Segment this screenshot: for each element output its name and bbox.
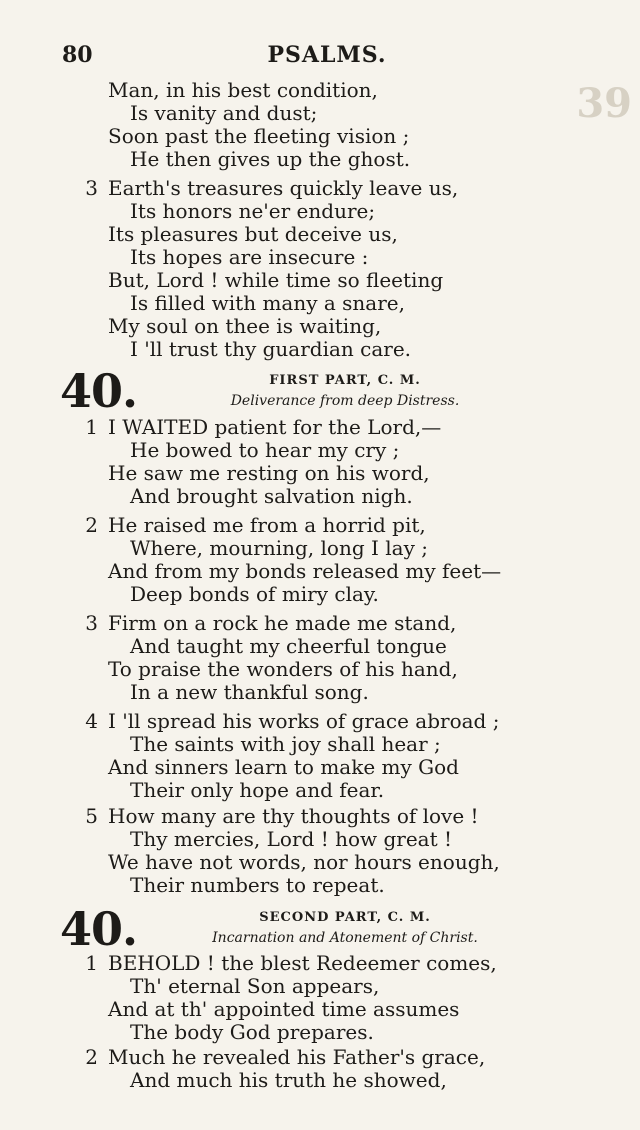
verse-line: But, Lord ! while time so fleeting bbox=[108, 268, 444, 292]
verse-line: In a new thankful song. bbox=[130, 680, 369, 704]
verse-line: Its hopes are insecure : bbox=[130, 245, 369, 269]
verse-line: And brought salvation nigh. bbox=[130, 484, 413, 508]
verse-line: To praise the wonders of his hand, bbox=[108, 657, 458, 681]
stanza-number: 3 bbox=[85, 176, 98, 200]
psalm-number: 40. bbox=[60, 902, 138, 956]
verse-line: We have not words, nor hours enough, bbox=[108, 850, 500, 874]
stanza-number: 5 bbox=[85, 804, 98, 828]
verse-line: Its honors ne'er endure; bbox=[130, 199, 376, 223]
page-header bbox=[62, 42, 592, 72]
verse-line: Their numbers to repeat. bbox=[130, 873, 385, 897]
verse-line: Earth's treasures quickly leave us, bbox=[108, 176, 459, 200]
verse-line: And at th' appointed time assumes bbox=[108, 997, 460, 1021]
verse-line: He bowed to hear my cry ; bbox=[130, 438, 400, 462]
psalm-subtitle: Incarnation and Atonement of Christ. bbox=[212, 930, 478, 946]
stanza-number: 2 bbox=[85, 1045, 98, 1069]
verse-line: Is filled with many a snare, bbox=[130, 291, 405, 315]
verse-line: Its pleasures but deceive us, bbox=[108, 222, 398, 246]
page-number: 80 bbox=[62, 42, 93, 68]
verse-line: And from my bonds released my feet— bbox=[108, 559, 502, 583]
verse-line: He raised me from a horrid pit, bbox=[108, 513, 426, 537]
verse-line: Firm on a rock he made me stand, bbox=[108, 611, 457, 635]
verse-line: And much his truth he showed, bbox=[130, 1068, 447, 1092]
verse-line: The body God prepares. bbox=[130, 1020, 374, 1044]
verse-line: He then gives up the ghost. bbox=[130, 147, 411, 171]
verse-line: The saints with joy shall hear ; bbox=[130, 732, 441, 756]
verse-line: Their only hope and fear. bbox=[130, 778, 385, 802]
verse-line: Where, mourning, long I lay ; bbox=[130, 536, 428, 560]
verse-line: Th' eternal Son appears, bbox=[130, 974, 380, 998]
bleed-through-mark: 39 bbox=[576, 80, 632, 127]
verse-line: How many are thy thoughts of love ! bbox=[108, 804, 479, 828]
part-title: SECOND PART, C. M. bbox=[259, 910, 431, 925]
verse-line: Thy mercies, Lord ! how great ! bbox=[130, 827, 453, 851]
verse-line: My soul on thee is waiting, bbox=[108, 314, 382, 338]
part-title: FIRST PART, C. M. bbox=[269, 373, 421, 388]
verse-line: Soon past the fleeting vision ; bbox=[108, 124, 410, 148]
verse-line: And sinners learn to make my God bbox=[108, 755, 459, 779]
verse-line: I WAITED patient for the Lord,— bbox=[108, 415, 442, 439]
psalm-subtitle: Deliverance from deep Distress. bbox=[230, 393, 460, 409]
verse-line: BEHOLD ! the blest Redeemer comes, bbox=[108, 951, 497, 975]
psalm-number: 40. bbox=[60, 364, 138, 418]
stanza-number: 1 bbox=[85, 415, 98, 439]
stanza-number: 3 bbox=[85, 611, 98, 635]
verse-line: Man, in his best condition, bbox=[108, 78, 378, 102]
verse-line: I 'll spread his works of grace abroad ; bbox=[108, 709, 500, 733]
stanza-number: 2 bbox=[85, 513, 98, 537]
verse-line: Is vanity and dust; bbox=[130, 101, 318, 125]
stanza-number: 1 bbox=[85, 951, 98, 975]
stanza-number: 4 bbox=[85, 709, 98, 733]
verse-line: I 'll trust thy guardian care. bbox=[130, 337, 412, 361]
verse-line: He saw me resting on his word, bbox=[108, 461, 430, 485]
verse-line: Deep bonds of miry clay. bbox=[130, 582, 379, 606]
verse-line: Much he revealed his Father's grace, bbox=[108, 1045, 486, 1069]
verse-line: And taught my cheerful tongue bbox=[130, 634, 447, 658]
running-title: PSALMS. bbox=[267, 42, 387, 68]
